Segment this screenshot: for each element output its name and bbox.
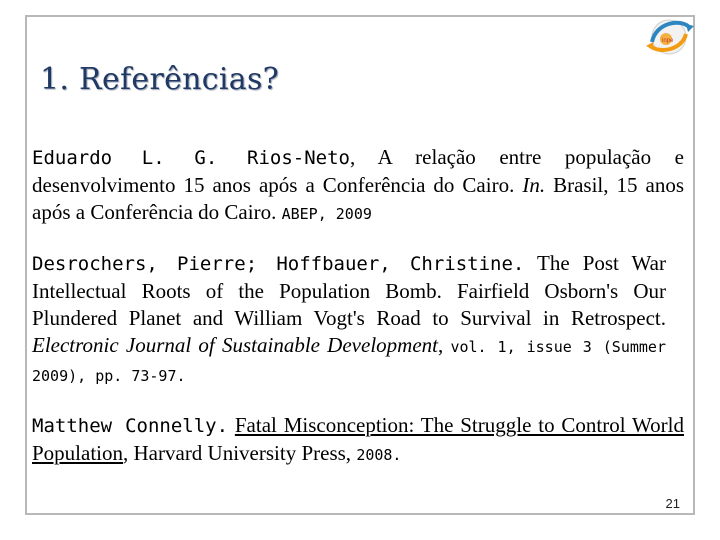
reference-item xyxy=(32,250,666,390)
reference-year: 2008. xyxy=(356,446,402,464)
reference-separator: , xyxy=(437,333,451,357)
reference-italic: In. xyxy=(522,173,546,197)
reference-title: A relação entre população e desenvolvimento 15 anos após a Conferência do Cairo. xyxy=(32,145,684,197)
reference-separator: , xyxy=(349,145,378,169)
reference-volume: vol. 1, issue 3 (Summer 2009), pp. 73-97. xyxy=(32,338,666,385)
reference-item xyxy=(32,144,684,228)
reference-author: Desrochers, Pierre; Hoffbauer, Christine. xyxy=(32,253,525,275)
reference-source: Brasil, 15 anos após a Conferência do Cairo. xyxy=(32,173,685,224)
reference-author: Eduardo L. G. Rios-Neto xyxy=(32,147,350,169)
reference-list xyxy=(32,144,684,469)
reference-publisher: Harvard University Press, xyxy=(128,441,357,465)
page-number: 21 xyxy=(665,496,680,511)
reference-author: Matthew Connelly. xyxy=(32,415,229,437)
page-title: 1. Referências? xyxy=(40,62,280,97)
reference-item xyxy=(32,412,684,469)
reference-title: The Post War Intellectual Roots of the Population Bomb. Fairfield Osborn's Our Plundered Planet and William Vogt's Road to Survival in Retrospect. xyxy=(32,251,666,330)
reference-journal: Electronic Journal of Sustainable Development xyxy=(32,333,438,357)
inpe-logo-icon xyxy=(642,12,698,62)
reference-publisher: ABEP, 2009 xyxy=(281,205,372,223)
reference-separator: , xyxy=(123,441,129,465)
reference-title: Fatal Misconception: The Struggle to Control World Population xyxy=(32,413,684,465)
svg-text:inpe: inpe xyxy=(662,38,674,44)
